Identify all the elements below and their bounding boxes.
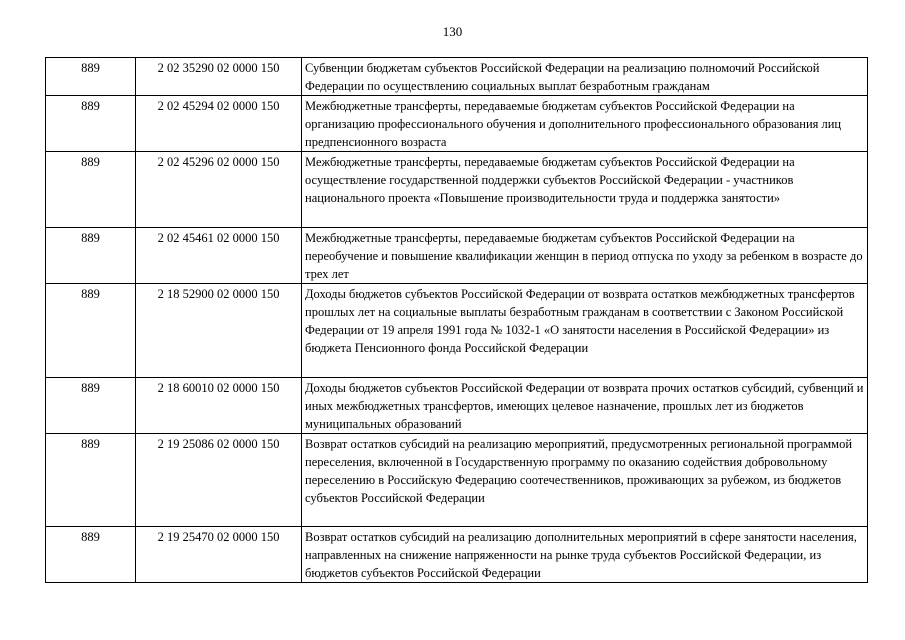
revenue-name-cell: Доходы бюджетов субъектов Российской Федерации от возврата остатков межбюджетных трансфертов прошлых лет на социальные выплаты безработным гражданам в соответствии с Законом Российской Федерации от 19 апреля 1991 года № 1032-1 «О занятости населения в Российской Федерации» из бюджета Пенсионного фонда Российской Федерации [302, 284, 868, 378]
revenue-name-cell: Возврат остатков субсидий на реализацию дополнительных мероприятий в сфере занятости населения, направленных на снижение напряженности на рынке труда субъектов Российской Федерации, из бюджетов субъектов Российской Федерации [302, 527, 868, 583]
revenue-code-cell: 2 02 45296 02 0000 150 [136, 152, 302, 228]
revenue-name-cell: Межбюджетные трансферты, передаваемые бюджетам субъектов Российской Федерации на организацию профессионального обучения и дополнительного профессионального образования лиц предпенсионного возраста [302, 96, 868, 152]
table-row [46, 96, 868, 152]
revenue-code-cell: 2 02 45461 02 0000 150 [136, 228, 302, 284]
revenue-code-cell: 2 18 60010 02 0000 150 [136, 378, 302, 434]
revenue-name-cell: Межбюджетные трансферты, передаваемые бюджетам субъектов Российской Федерации на осуществление государственной поддержки субъектов Российской Федерации - участников национального проекта «Повышение производительности труда и поддержка занятости» [302, 152, 868, 228]
revenue-code-cell: 2 18 52900 02 0000 150 [136, 284, 302, 378]
admin-code-cell: 889 [46, 58, 136, 96]
table-row [46, 228, 868, 284]
revenue-name-cell: Возврат остатков субсидий на реализацию мероприятий, предусмотренных региональной программой переселения, включенной в Государственную программу по оказанию содействия добровольному переселению в Российскую Федерацию соотечественников, проживающих за рубежом, из бюджетов субъектов Российской Федерации [302, 434, 868, 527]
table-row [46, 527, 868, 583]
revenue-name-cell: Субвенции бюджетам субъектов Российской Федерации на реализацию полномочий Российской Федерации по осуществлению социальных выплат безработным гражданам [302, 58, 868, 96]
table-row [46, 152, 868, 228]
admin-code-cell: 889 [46, 284, 136, 378]
admin-code-cell: 889 [46, 228, 136, 284]
revenue-name-cell: Доходы бюджетов субъектов Российской Федерации от возврата прочих остатков субсидий, субвенций и иных межбюджетных трансфертов, имеющих целевое назначение, прошлых лет из бюджетов муниципальных образований [302, 378, 868, 434]
admin-code-cell: 889 [46, 527, 136, 583]
page-number: 130 [442, 24, 463, 39]
revenue-code-cell: 2 02 35290 02 0000 150 [136, 58, 302, 96]
table-row [46, 284, 868, 378]
admin-code-cell: 889 [46, 96, 136, 152]
revenue-code-cell: 2 19 25086 02 0000 150 [136, 434, 302, 527]
admin-code-cell: 889 [46, 152, 136, 228]
revenue-name-cell: Межбюджетные трансферты, передаваемые бюджетам субъектов Российской Федерации на переобучение и повышение квалификации женщин в период отпуска по уходу за ребенком в возрасте до трех лет [302, 228, 868, 284]
revenue-code-cell: 2 19 25470 02 0000 150 [136, 527, 302, 583]
admin-code-cell: 889 [46, 378, 136, 434]
revenue-code-cell: 2 02 45294 02 0000 150 [136, 96, 302, 152]
budget-codes-table [45, 57, 868, 583]
table-row [46, 434, 868, 527]
table-row [46, 58, 868, 96]
table-row [46, 378, 868, 434]
admin-code-cell: 889 [46, 434, 136, 527]
